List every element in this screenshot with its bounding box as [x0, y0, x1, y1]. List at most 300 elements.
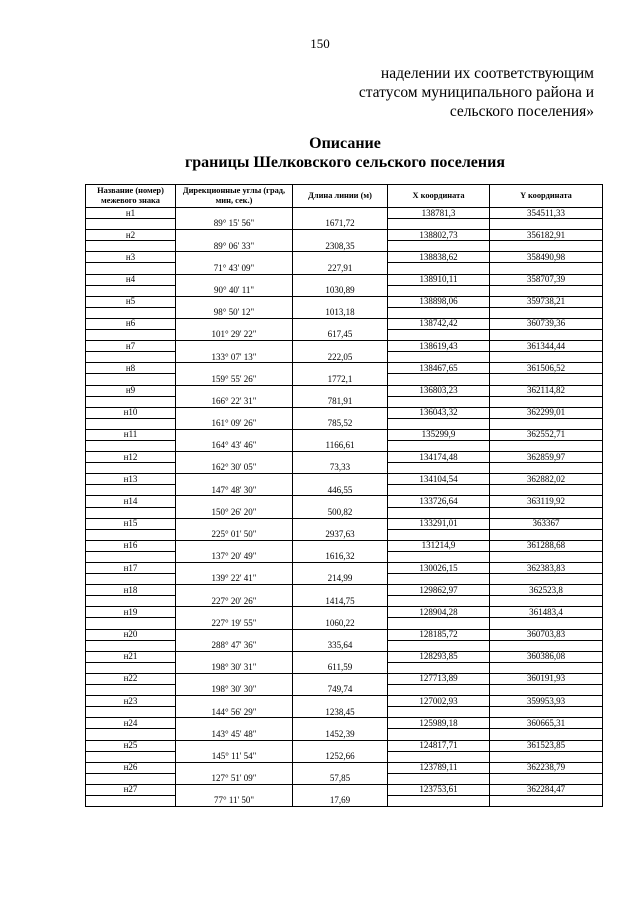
document-title: [0, 134, 640, 172]
empty-cell: [490, 485, 603, 496]
cell-point-name: н3: [86, 252, 176, 263]
table-row: [86, 640, 603, 651]
cell-length: 1252,66: [293, 751, 388, 762]
empty-cell: [388, 729, 490, 740]
table-row: [86, 551, 603, 562]
empty-cell: [388, 640, 490, 651]
empty-cell: [86, 551, 176, 562]
empty-cell: [490, 596, 603, 607]
cell-y-coordinate: 358490,98: [490, 252, 603, 263]
cell-y-coordinate: 360665,31: [490, 718, 603, 729]
cell-length: 1671,72: [293, 219, 388, 230]
cell-angle: 139° 22' 41": [176, 574, 293, 585]
empty-cell: [388, 574, 490, 585]
empty-cell: [490, 440, 603, 451]
empty-cell: [293, 474, 388, 485]
empty-cell: [176, 407, 293, 418]
cell-y-coordinate: 363367: [490, 518, 603, 529]
table-row: [86, 795, 603, 806]
cell-point-name: н20: [86, 629, 176, 640]
table-row: [86, 363, 603, 374]
cell-point-name: н6: [86, 318, 176, 329]
empty-cell: [176, 762, 293, 773]
empty-cell: [293, 452, 388, 463]
table-row: [86, 374, 603, 385]
cell-angle: 198° 30' 31": [176, 662, 293, 673]
empty-cell: [293, 296, 388, 307]
empty-cell: [293, 407, 388, 418]
empty-cell: [490, 685, 603, 696]
cell-length: 1616,32: [293, 551, 388, 562]
table-row: [86, 618, 603, 629]
table-row: [86, 718, 603, 729]
cell-angle: 144° 56' 29": [176, 707, 293, 718]
table-row: [86, 485, 603, 496]
empty-cell: [293, 585, 388, 596]
empty-cell: [86, 529, 176, 540]
cell-angle: 98° 50' 12": [176, 307, 293, 318]
cell-length: 1060,22: [293, 618, 388, 629]
cell-point-name: н4: [86, 274, 176, 285]
table-row: [86, 585, 603, 596]
cell-y-coordinate: 359953,93: [490, 696, 603, 707]
cell-y-coordinate: 360703,83: [490, 629, 603, 640]
table-row: [86, 263, 603, 274]
empty-cell: [388, 485, 490, 496]
empty-cell: [176, 563, 293, 574]
empty-cell: [490, 551, 603, 562]
cell-angle: 90° 40' 11": [176, 285, 293, 296]
cell-x-coordinate: 128904,28: [388, 607, 490, 618]
empty-cell: [388, 219, 490, 230]
cell-x-coordinate: 128185,72: [388, 629, 490, 640]
cell-x-coordinate: 138742,42: [388, 318, 490, 329]
empty-cell: [176, 585, 293, 596]
cell-x-coordinate: 127713,89: [388, 673, 490, 684]
table-row: [86, 740, 603, 751]
empty-cell: [388, 352, 490, 363]
table-row: [86, 596, 603, 607]
empty-cell: [293, 429, 388, 440]
page-number: 150: [310, 36, 330, 51]
cell-angle: 162° 30' 05": [176, 463, 293, 474]
empty-cell: [86, 219, 176, 230]
cell-y-coordinate: 361523,85: [490, 740, 603, 751]
table-row: [86, 629, 603, 640]
empty-cell: [86, 263, 176, 274]
cell-length: 617,45: [293, 330, 388, 341]
cell-length: 1013,18: [293, 307, 388, 318]
table-row: [86, 607, 603, 618]
cell-angle: 77° 11' 50": [176, 795, 293, 806]
cell-y-coordinate: 360739,36: [490, 318, 603, 329]
cell-point-name: н22: [86, 673, 176, 684]
empty-cell: [86, 352, 176, 363]
cell-angle: 89° 15' 56": [176, 219, 293, 230]
empty-cell: [86, 396, 176, 407]
table-row: [86, 751, 603, 762]
empty-cell: [86, 685, 176, 696]
cell-length: 1238,45: [293, 707, 388, 718]
cell-x-coordinate: 134174,48: [388, 452, 490, 463]
empty-cell: [490, 662, 603, 673]
empty-cell: [293, 629, 388, 640]
empty-cell: [86, 640, 176, 651]
cell-x-coordinate: 138898,06: [388, 296, 490, 307]
table-row: [86, 208, 603, 219]
continued-text: [359, 64, 594, 121]
empty-cell: [490, 751, 603, 762]
cell-angle: 137° 20' 49": [176, 551, 293, 562]
empty-cell: [293, 784, 388, 795]
table-row: [86, 673, 603, 684]
empty-cell: [86, 485, 176, 496]
table-row: [86, 762, 603, 773]
cell-point-name: н24: [86, 718, 176, 729]
cell-x-coordinate: 129862,97: [388, 585, 490, 596]
cell-y-coordinate: 361483,4: [490, 607, 603, 618]
table-row: [86, 274, 603, 285]
cell-angle: 127° 51' 09": [176, 773, 293, 784]
cell-angle: 164° 43' 46": [176, 440, 293, 451]
title-line: границы Шелковского сельского поселения: [185, 154, 505, 171]
empty-cell: [293, 363, 388, 374]
empty-cell: [490, 263, 603, 274]
empty-cell: [86, 795, 176, 806]
empty-cell: [86, 574, 176, 585]
cell-x-coordinate: 128293,85: [388, 651, 490, 662]
empty-cell: [86, 440, 176, 451]
table-row: [86, 651, 603, 662]
boundary-table: [85, 184, 603, 807]
table-row: [86, 418, 603, 429]
empty-cell: [388, 440, 490, 451]
cell-y-coordinate: 356182,91: [490, 230, 603, 241]
empty-cell: [388, 285, 490, 296]
header-x: X координата: [388, 185, 490, 208]
cell-point-name: н25: [86, 740, 176, 751]
empty-cell: [293, 518, 388, 529]
empty-cell: [176, 296, 293, 307]
cell-x-coordinate: 136803,23: [388, 385, 490, 396]
table-row: [86, 563, 603, 574]
continued-line: сельского поселения»: [449, 103, 594, 120]
empty-cell: [490, 507, 603, 518]
cell-x-coordinate: 138781,3: [388, 208, 490, 219]
table-row: [86, 707, 603, 718]
header-y: Y координата: [490, 185, 603, 208]
cell-point-name: н13: [86, 474, 176, 485]
cell-length: 214,99: [293, 574, 388, 585]
empty-cell: [176, 385, 293, 396]
empty-cell: [388, 374, 490, 385]
empty-cell: [293, 740, 388, 751]
empty-cell: [490, 640, 603, 651]
empty-cell: [176, 452, 293, 463]
table-row: [86, 429, 603, 440]
cell-x-coordinate: 138910,11: [388, 274, 490, 285]
table-row: [86, 219, 603, 230]
cell-length: 611,59: [293, 662, 388, 673]
cell-y-coordinate: 361288,68: [490, 540, 603, 551]
cell-angle: 166° 22' 31": [176, 396, 293, 407]
table-row: [86, 385, 603, 396]
cell-point-name: н12: [86, 452, 176, 463]
cell-y-coordinate: 359738,21: [490, 296, 603, 307]
empty-cell: [176, 784, 293, 795]
table-row: [86, 540, 603, 551]
empty-cell: [388, 463, 490, 474]
empty-cell: [176, 651, 293, 662]
table-row: [86, 529, 603, 540]
cell-length: 2308,35: [293, 241, 388, 252]
table-body: [86, 208, 603, 807]
empty-cell: [86, 618, 176, 629]
empty-cell: [293, 230, 388, 241]
empty-cell: [176, 673, 293, 684]
empty-cell: [293, 385, 388, 396]
table-row: [86, 518, 603, 529]
cell-x-coordinate: 123789,11: [388, 762, 490, 773]
empty-cell: [86, 596, 176, 607]
cell-angle: 198° 30' 30": [176, 685, 293, 696]
cell-x-coordinate: 131214,9: [388, 540, 490, 551]
empty-cell: [490, 330, 603, 341]
cell-length: 749,74: [293, 685, 388, 696]
empty-cell: [176, 629, 293, 640]
continued-line: наделении их соответствующим: [380, 65, 594, 82]
cell-y-coordinate: 354511,33: [490, 208, 603, 219]
cell-angle: 159° 55' 26": [176, 374, 293, 385]
empty-cell: [293, 696, 388, 707]
table-row: [86, 252, 603, 263]
empty-cell: [176, 607, 293, 618]
cell-y-coordinate: 362299,01: [490, 407, 603, 418]
cell-angle: 89° 06' 33": [176, 241, 293, 252]
cell-x-coordinate: 138838,62: [388, 252, 490, 263]
empty-cell: [293, 318, 388, 329]
empty-cell: [293, 607, 388, 618]
empty-cell: [490, 352, 603, 363]
empty-cell: [388, 751, 490, 762]
cell-x-coordinate: 123753,61: [388, 784, 490, 795]
cell-y-coordinate: 362383,83: [490, 563, 603, 574]
cell-y-coordinate: 361344,44: [490, 341, 603, 352]
empty-cell: [176, 429, 293, 440]
cell-angle: 147° 48' 30": [176, 485, 293, 496]
cell-x-coordinate: 138802,73: [388, 230, 490, 241]
cell-length: 785,52: [293, 418, 388, 429]
empty-cell: [176, 474, 293, 485]
table-row: [86, 463, 603, 474]
empty-cell: [86, 241, 176, 252]
empty-cell: [293, 762, 388, 773]
cell-length: 1772,1: [293, 374, 388, 385]
cell-y-coordinate: 360191,93: [490, 673, 603, 684]
cell-y-coordinate: 362882,02: [490, 474, 603, 485]
empty-cell: [293, 208, 388, 219]
cell-y-coordinate: 358707,39: [490, 274, 603, 285]
cell-point-name: н15: [86, 518, 176, 529]
cell-angle: 71° 43' 09": [176, 263, 293, 274]
table-row: [86, 318, 603, 329]
cell-point-name: н14: [86, 496, 176, 507]
empty-cell: [388, 618, 490, 629]
empty-cell: [293, 673, 388, 684]
cell-point-name: н1: [86, 208, 176, 219]
cell-angle: 288° 47' 36": [176, 640, 293, 651]
table-row: [86, 396, 603, 407]
table-row: [86, 773, 603, 784]
empty-cell: [86, 463, 176, 474]
empty-cell: [293, 496, 388, 507]
table-row: [86, 407, 603, 418]
empty-cell: [490, 396, 603, 407]
empty-cell: [86, 418, 176, 429]
empty-cell: [86, 285, 176, 296]
continued-line: статусом муниципального района и: [358, 84, 594, 101]
table-row: [86, 241, 603, 252]
cell-point-name: н21: [86, 651, 176, 662]
empty-cell: [176, 208, 293, 219]
empty-cell: [490, 729, 603, 740]
table-row: [86, 440, 603, 451]
empty-cell: [293, 252, 388, 263]
cell-length: 446,55: [293, 485, 388, 496]
empty-cell: [176, 718, 293, 729]
empty-cell: [388, 396, 490, 407]
cell-angle: 150° 26' 20": [176, 507, 293, 518]
table-row: [86, 230, 603, 241]
empty-cell: [388, 551, 490, 562]
table-row: [86, 285, 603, 296]
table-row: [86, 696, 603, 707]
cell-point-name: н11: [86, 429, 176, 440]
table-row: [86, 341, 603, 352]
empty-cell: [490, 418, 603, 429]
cell-point-name: н27: [86, 784, 176, 795]
empty-cell: [176, 496, 293, 507]
empty-cell: [86, 330, 176, 341]
empty-cell: [293, 651, 388, 662]
cell-length: 17,69: [293, 795, 388, 806]
cell-length: 57,85: [293, 773, 388, 784]
table-row: [86, 352, 603, 363]
empty-cell: [388, 685, 490, 696]
empty-cell: [388, 529, 490, 540]
cell-y-coordinate: 360386,08: [490, 651, 603, 662]
table-row: [86, 729, 603, 740]
empty-cell: [490, 795, 603, 806]
empty-cell: [86, 751, 176, 762]
cell-angle: 133° 07' 13": [176, 352, 293, 363]
empty-cell: [176, 230, 293, 241]
cell-y-coordinate: 362114,82: [490, 385, 603, 396]
cell-x-coordinate: 133726,64: [388, 496, 490, 507]
cell-point-name: н26: [86, 762, 176, 773]
empty-cell: [293, 274, 388, 285]
empty-cell: [86, 729, 176, 740]
table-row: [86, 474, 603, 485]
cell-angle: 101° 29' 22": [176, 330, 293, 341]
empty-cell: [490, 529, 603, 540]
table-row: [86, 307, 603, 318]
empty-cell: [86, 707, 176, 718]
cell-x-coordinate: 124817,71: [388, 740, 490, 751]
table-row: [86, 784, 603, 795]
cell-point-name: н16: [86, 540, 176, 551]
empty-cell: [490, 773, 603, 784]
empty-cell: [490, 219, 603, 230]
cell-point-name: н8: [86, 363, 176, 374]
cell-length: 222,05: [293, 352, 388, 363]
empty-cell: [176, 363, 293, 374]
table-row: [86, 452, 603, 463]
empty-cell: [86, 307, 176, 318]
empty-cell: [86, 773, 176, 784]
cell-x-coordinate: 133291,01: [388, 518, 490, 529]
cell-length: 500,82: [293, 507, 388, 518]
empty-cell: [176, 696, 293, 707]
cell-point-name: н7: [86, 341, 176, 352]
cell-length: 227,91: [293, 263, 388, 274]
empty-cell: [86, 374, 176, 385]
cell-x-coordinate: 138619,43: [388, 341, 490, 352]
header-angle: Дирекционные углы (град, мин, сек.): [176, 185, 293, 208]
empty-cell: [176, 341, 293, 352]
table-row: [86, 330, 603, 341]
cell-point-name: н9: [86, 385, 176, 396]
cell-angle: 145° 11' 54": [176, 751, 293, 762]
cell-y-coordinate: 362859,97: [490, 452, 603, 463]
cell-x-coordinate: 127002,93: [388, 696, 490, 707]
cell-angle: 225° 01' 50": [176, 529, 293, 540]
cell-point-name: н10: [86, 407, 176, 418]
empty-cell: [86, 662, 176, 673]
table-row: [86, 296, 603, 307]
empty-cell: [490, 463, 603, 474]
cell-length: 1452,39: [293, 729, 388, 740]
empty-cell: [388, 418, 490, 429]
empty-cell: [176, 518, 293, 529]
cell-y-coordinate: 362552,71: [490, 429, 603, 440]
empty-cell: [176, 540, 293, 551]
table-header-row: [86, 185, 603, 208]
cell-point-name: н23: [86, 696, 176, 707]
cell-angle: 143° 45' 48": [176, 729, 293, 740]
empty-cell: [388, 307, 490, 318]
empty-cell: [388, 507, 490, 518]
empty-cell: [388, 707, 490, 718]
cell-x-coordinate: 130026,15: [388, 563, 490, 574]
empty-cell: [490, 285, 603, 296]
cell-x-coordinate: 135299,9: [388, 429, 490, 440]
cell-angle: 227° 20' 26": [176, 596, 293, 607]
cell-point-name: н18: [86, 585, 176, 596]
empty-cell: [176, 274, 293, 285]
cell-x-coordinate: 125989,18: [388, 718, 490, 729]
cell-angle: 227° 19' 55": [176, 618, 293, 629]
empty-cell: [388, 330, 490, 341]
empty-cell: [388, 773, 490, 784]
cell-length: 781,91: [293, 396, 388, 407]
empty-cell: [176, 252, 293, 263]
table-row: [86, 507, 603, 518]
cell-point-name: н19: [86, 607, 176, 618]
cell-point-name: н5: [86, 296, 176, 307]
empty-cell: [490, 707, 603, 718]
empty-cell: [293, 540, 388, 551]
